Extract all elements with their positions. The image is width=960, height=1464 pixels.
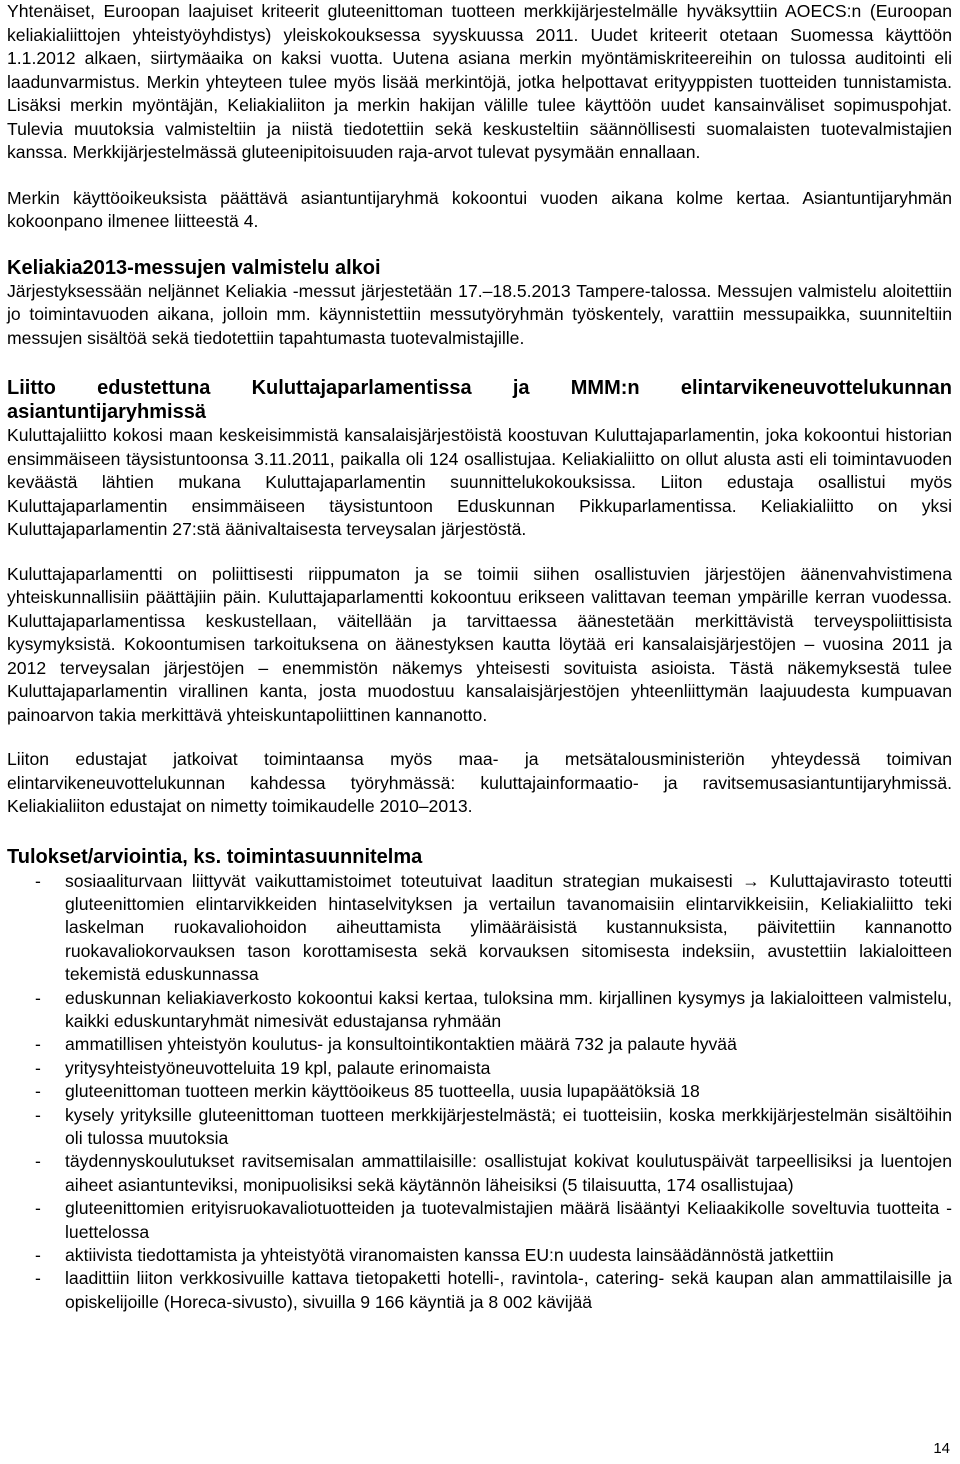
list-item-text: laadittiin liiton verkkosivuille kattava tietopaketti hotelli-, ravintola-, catering- sekä kaupan alan ammattilaisille ja opiskelijoille (Horeca-sivusto), sivuilla 9 166 käyntiä ja 8 002 kävijää: [65, 1268, 952, 1312]
list-item-text: gluteenittomien erityisruokavaliotuotteiden ja tuotevalmistajien määrä lisääntyi Keliaakikolle soveltuvia tuotteita -luettelossa: [65, 1198, 952, 1242]
heading-tulokset: Tulokset/arviointia, ks. toimintasuunnitelma: [7, 845, 423, 868]
dash-bullet: -: [35, 1081, 41, 1102]
paragraph-kuluttajaparlamentti: Kuluttajaparlamentti on poliittisesti riippumaton ja se toimii siihen osallistuvien järjestöjen äänenvahvistimena yhteiskunnallisiin päättäjiin päin. Kuluttajaparlamentti kokoontuu erikseen valittavan teeman ympärille kerran vuodessa. Kuluttajaparlamentissa keskustellaan, väitellään ja tarvittaessa äänestetään merkittävistä terveyspoliittisista kysymyksistä. Kokoontumisen tarkoituksena on äänestyksen kautta löytää eri kansalaisjärjestöjen – vuosina 2011 ja 2012 terveysalan järjestöjen – enemmistön näkemys yhteisesti sovituista asioista. Tästä näkemyksestä tulee Kuluttajaparlamentin virallinen kanta, josta muodostuu kansalaisjärjestöjen yhteenliittymän laajuudesta kumpuavan painoarvon takia merkittävä yhteiskuntapoliittinen kannanotto.: [7, 563, 952, 725]
list-item-text: eduskunnan keliakiaverkosto kokoontui kaksi kertaa, tuloksina mm. kirjallinen kysymys ja lakialoitteen valmistelu, kaikki eduskuntaryhmät nimesivät edustajansa ryhmään: [65, 987, 952, 1031]
heading-kuluttajaparlamentti: Liitto edustettuna Kuluttajaparlamentissa ja MMM:n elintarvikeneuvottelukunnan asiantuntijaryhmissä: [7, 377, 952, 423]
dash-bullet: -: [35, 1198, 41, 1219]
paragraph-expert-group: Merkin käyttöoikeuksista päättävä asiantuntijaryhmä kokoontui vuoden aikana kolme kertaa. Asiantuntijaryhmän kokoonpano ilmenee liitteestä 4.: [7, 187, 952, 231]
paragraph-mmm-tyoryhmat: Liiton edustajat jatkoivat toimintaansa myös maa- ja metsätalousministeriön yhteydessä toimivan elintarvikeneuvottelukunnan kahdessa työryhmässä: kuluttajainformaatio- ja ravitsemusasiantuntijaryhmissä. Keliakialiiton edustajat on nimetty toimikaudelle 2010–2013.: [7, 749, 952, 816]
dash-bullet: -: [35, 1245, 41, 1265]
list-item: [7, 1057, 952, 1080]
dash-bullet: -: [35, 1268, 41, 1289]
heading-keliakia-messut: Keliakia2013-messujen valmistelu alkoi: [7, 256, 381, 279]
dash-bullet: -: [35, 870, 41, 891]
dash-bullet: -: [35, 1151, 41, 1172]
list-item: [7, 870, 952, 987]
list-item: [7, 1080, 952, 1103]
paragraph-kuluttajaliitto: Kuluttajaliitto kokosi maan keskeisimmistä kansalaisjärjestöistä koostuvan Kuluttajaparlamentin, joka kokoontui historian ensimmäiseen täysistuntoonsa 3.11.2011, paikalla oli 124 osallistujaa. Keliakialiitto on ollut alusta asti eli toimintavuoden keväästä lähtien mukana Kuluttajaparlamentin suunnittelukokouksissa. Liiton edustaja osallistui myös Kuluttajaparlamentin ensimmäiseen täysistuntoon Eduskunnan Pikkuparlamentissa. Keliakialiitto on yksi Kuluttajaparlamentin 27:stä äänivaltaisesta terveysalan järjestöstä.: [7, 425, 952, 539]
list-item-text: täydennyskoulutukset ravitsemisalan ammattilaisille: osallistujat kokivat koulutuspäivät tarpeellisiksi ja luentojen aiheet asiantunteviksi, monipuolisiksi sekä käytännön läheisiksi (5 tilaisuutta, 174 osallistujaa): [65, 1151, 952, 1195]
list-item-text: yritysyhteistyöneuvotteluita 19 kpl, palaute erinomaista: [65, 1057, 491, 1078]
dash-bullet: -: [35, 1104, 41, 1125]
list-item: [7, 1197, 952, 1244]
dash-bullet: -: [35, 987, 41, 1008]
list-item: [7, 1033, 952, 1056]
list-item: [7, 1267, 952, 1314]
list-item: [7, 1150, 952, 1197]
list-item-text: gluteenittoman tuotteen merkin käyttöoikeus 85 tuotteella, uusia lupapäätöksiä 18: [65, 1081, 700, 1102]
list-item: [7, 1104, 952, 1151]
list-item-text: aktiivista tiedottamista ja yhteistyötä viranomaisten kanssa EU:n uudesta lainsäädännöstä jatkettiin: [65, 1245, 834, 1265]
list-item: [7, 987, 952, 1034]
list-item-text: sosiaaliturvaan liittyvät vaikuttamistoimet toteutuivat laaditun strategian mukaisesti → Kuluttajavirasto toteutti gluteenittomien elintarvikkeiden hintaselvityksen ja vertailun tavanomaisiin elintarvikkeisiin, Keliakialiitto teki laskelman ruokavaliohoidon aiheuttamista ylimääräisistä kustannuksista, päivitettiin kannanotto ruokavaliokorvauksen tason korottamisesta sekä korvauksen sitomisesta indeksiin, avustettiin lakialoitteen tekemistä eduskunnassa: [65, 870, 952, 985]
results-list: [7, 870, 952, 1315]
list-item: [7, 1244, 952, 1267]
paragraph-keliakia-messut: Järjestyksessään neljännet Keliakia -messut järjestetään 17.–18.5.2013 Tampere-talossa. Messujen valmistelu aloitettiin jo toimintavuoden aikana, jolloin mm. käynnistettiin messutyöryhmän työskentely, varattiin messupaikka, suunniteltiin messujen sisältöä sekä tiedotettiin tapahtumasta tuotevalmistajille.: [7, 280, 952, 348]
dash-bullet: -: [35, 1034, 41, 1055]
dash-bullet: -: [35, 1057, 41, 1078]
list-item-text: ammatillisen yhteistyön koulutus- ja konsultointikontaktien määrä 732 ja palaute hyvää: [65, 1034, 737, 1055]
list-item-text: kysely yrityksille gluteenittoman tuotteen merkkijärjestelmästä; ei tuotteisiin, koska merkkijärjestelmän sisältöihin oli tulossa muutoksia: [65, 1104, 952, 1148]
document-page: [7, 0, 952, 1314]
paragraph-aoecs-criteria: Yhtenäiset, Euroopan laajuiset kriteerit gluteenittoman tuotteen merkkijärjestelmälle hyväksyttiin AOECS:n (Euroopan keliakialiittojen yhteistyöyhdistys) yleiskokouksessa syyskuussa 2011. Uudet kriteerit otetaan Suomessa käyttöön 1.1.2012 alkaen, siirtymäaika on kaksi vuotta. Uutena asiana merkin myöntämiskriteereihin on tulossa auditointi eli laadunvarmistus. Merkin yhteyteen tulee myös lisää merkintöjä, jotka helpottavat erityyppisten tuotteiden tunnistamista. Lisäksi merkin myöntäjän, Keliakialiiton ja merkin hakijan välille tulee käyttöön uudet kansainväliset sopimuspohjat. Tulevia muutoksia valmisteltiin ja niistä tiedotettiin sekä keskusteltiin säännöllisesti suomalaisten tuotevalmistajien kanssa. Merkkijärjestelmässä gluteenipitoisuuden raja-arvot tulevat pysymään ennallaan.: [7, 1, 952, 162]
page-number: 14: [933, 1440, 950, 1457]
